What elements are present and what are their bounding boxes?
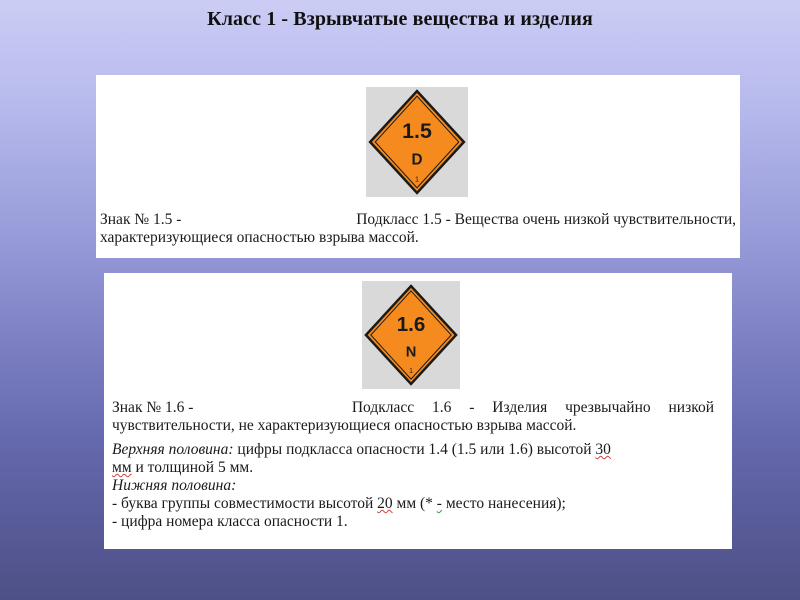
sign-description-line-2: характеризующиеся опасностью взрыва массой. <box>100 229 419 246</box>
sign-card-1-5 <box>96 75 740 258</box>
sign-description <box>112 399 714 531</box>
upper-half-paragraph <box>112 441 714 477</box>
upper-half-thickness: и толщиной 5 мм. <box>135 459 254 476</box>
sign-description-line-2: чувствительности, не характеризующиеся опасностью взрыва массой. <box>112 417 577 434</box>
upper-half-height-value: 30 <box>595 441 611 458</box>
lower-item-1-dash: - <box>436 495 442 512</box>
diamond-sign-icon <box>366 87 468 197</box>
sign-description-line-1 <box>112 399 714 417</box>
sign-description-line-1 <box>100 211 736 229</box>
diamond-sign-icon <box>362 281 460 389</box>
upper-half-unit: мм <box>112 459 132 476</box>
sign-class-number: 1 <box>415 175 419 184</box>
upper-half-label: Верхняя половина: <box>112 441 234 458</box>
lower-item-1-place: место нанесения); <box>445 495 566 512</box>
upper-half-text: цифры подкласса опасности 1.4 (1.5 или 1.6) высотой <box>237 441 592 458</box>
sign-subclass-text: Подкласс 1.5 - Вещества очень низкой чувствительности, <box>356 211 736 228</box>
sign-division-number: 1.6 <box>396 313 426 337</box>
sign-division-number: 1.5 <box>402 118 432 143</box>
slide-title: Класс 1 - Взрывчатые вещества и изделия <box>207 8 593 30</box>
lower-item-1-unit: мм (* <box>396 495 433 512</box>
sign-card-1-6 <box>104 273 732 549</box>
sign-class-number: 1 <box>409 368 413 376</box>
sign-subclass-text: Подкласс 1.6 - Изделия чрезвычайно низкой <box>351 399 714 416</box>
hazard-sign-1-6 <box>362 281 460 389</box>
sign-group-letter: D <box>411 151 423 169</box>
sign-description <box>100 211 736 247</box>
lower-half-label: Нижняя половина: <box>112 477 237 494</box>
lower-item-1-text: - буква группы совместимости высотой <box>112 495 374 512</box>
hazard-sign-1-5 <box>366 87 468 197</box>
lower-half-item-1 <box>112 495 714 513</box>
lower-item-1-height-value: 20 <box>377 495 393 512</box>
lower-half-item-2: - цифра номера класса опасности 1. <box>112 513 348 530</box>
sign-group-letter: N <box>405 344 417 361</box>
sign-label: Знак № 1.6 - <box>112 399 194 416</box>
sign-label: Знак № 1.5 - <box>100 211 182 228</box>
